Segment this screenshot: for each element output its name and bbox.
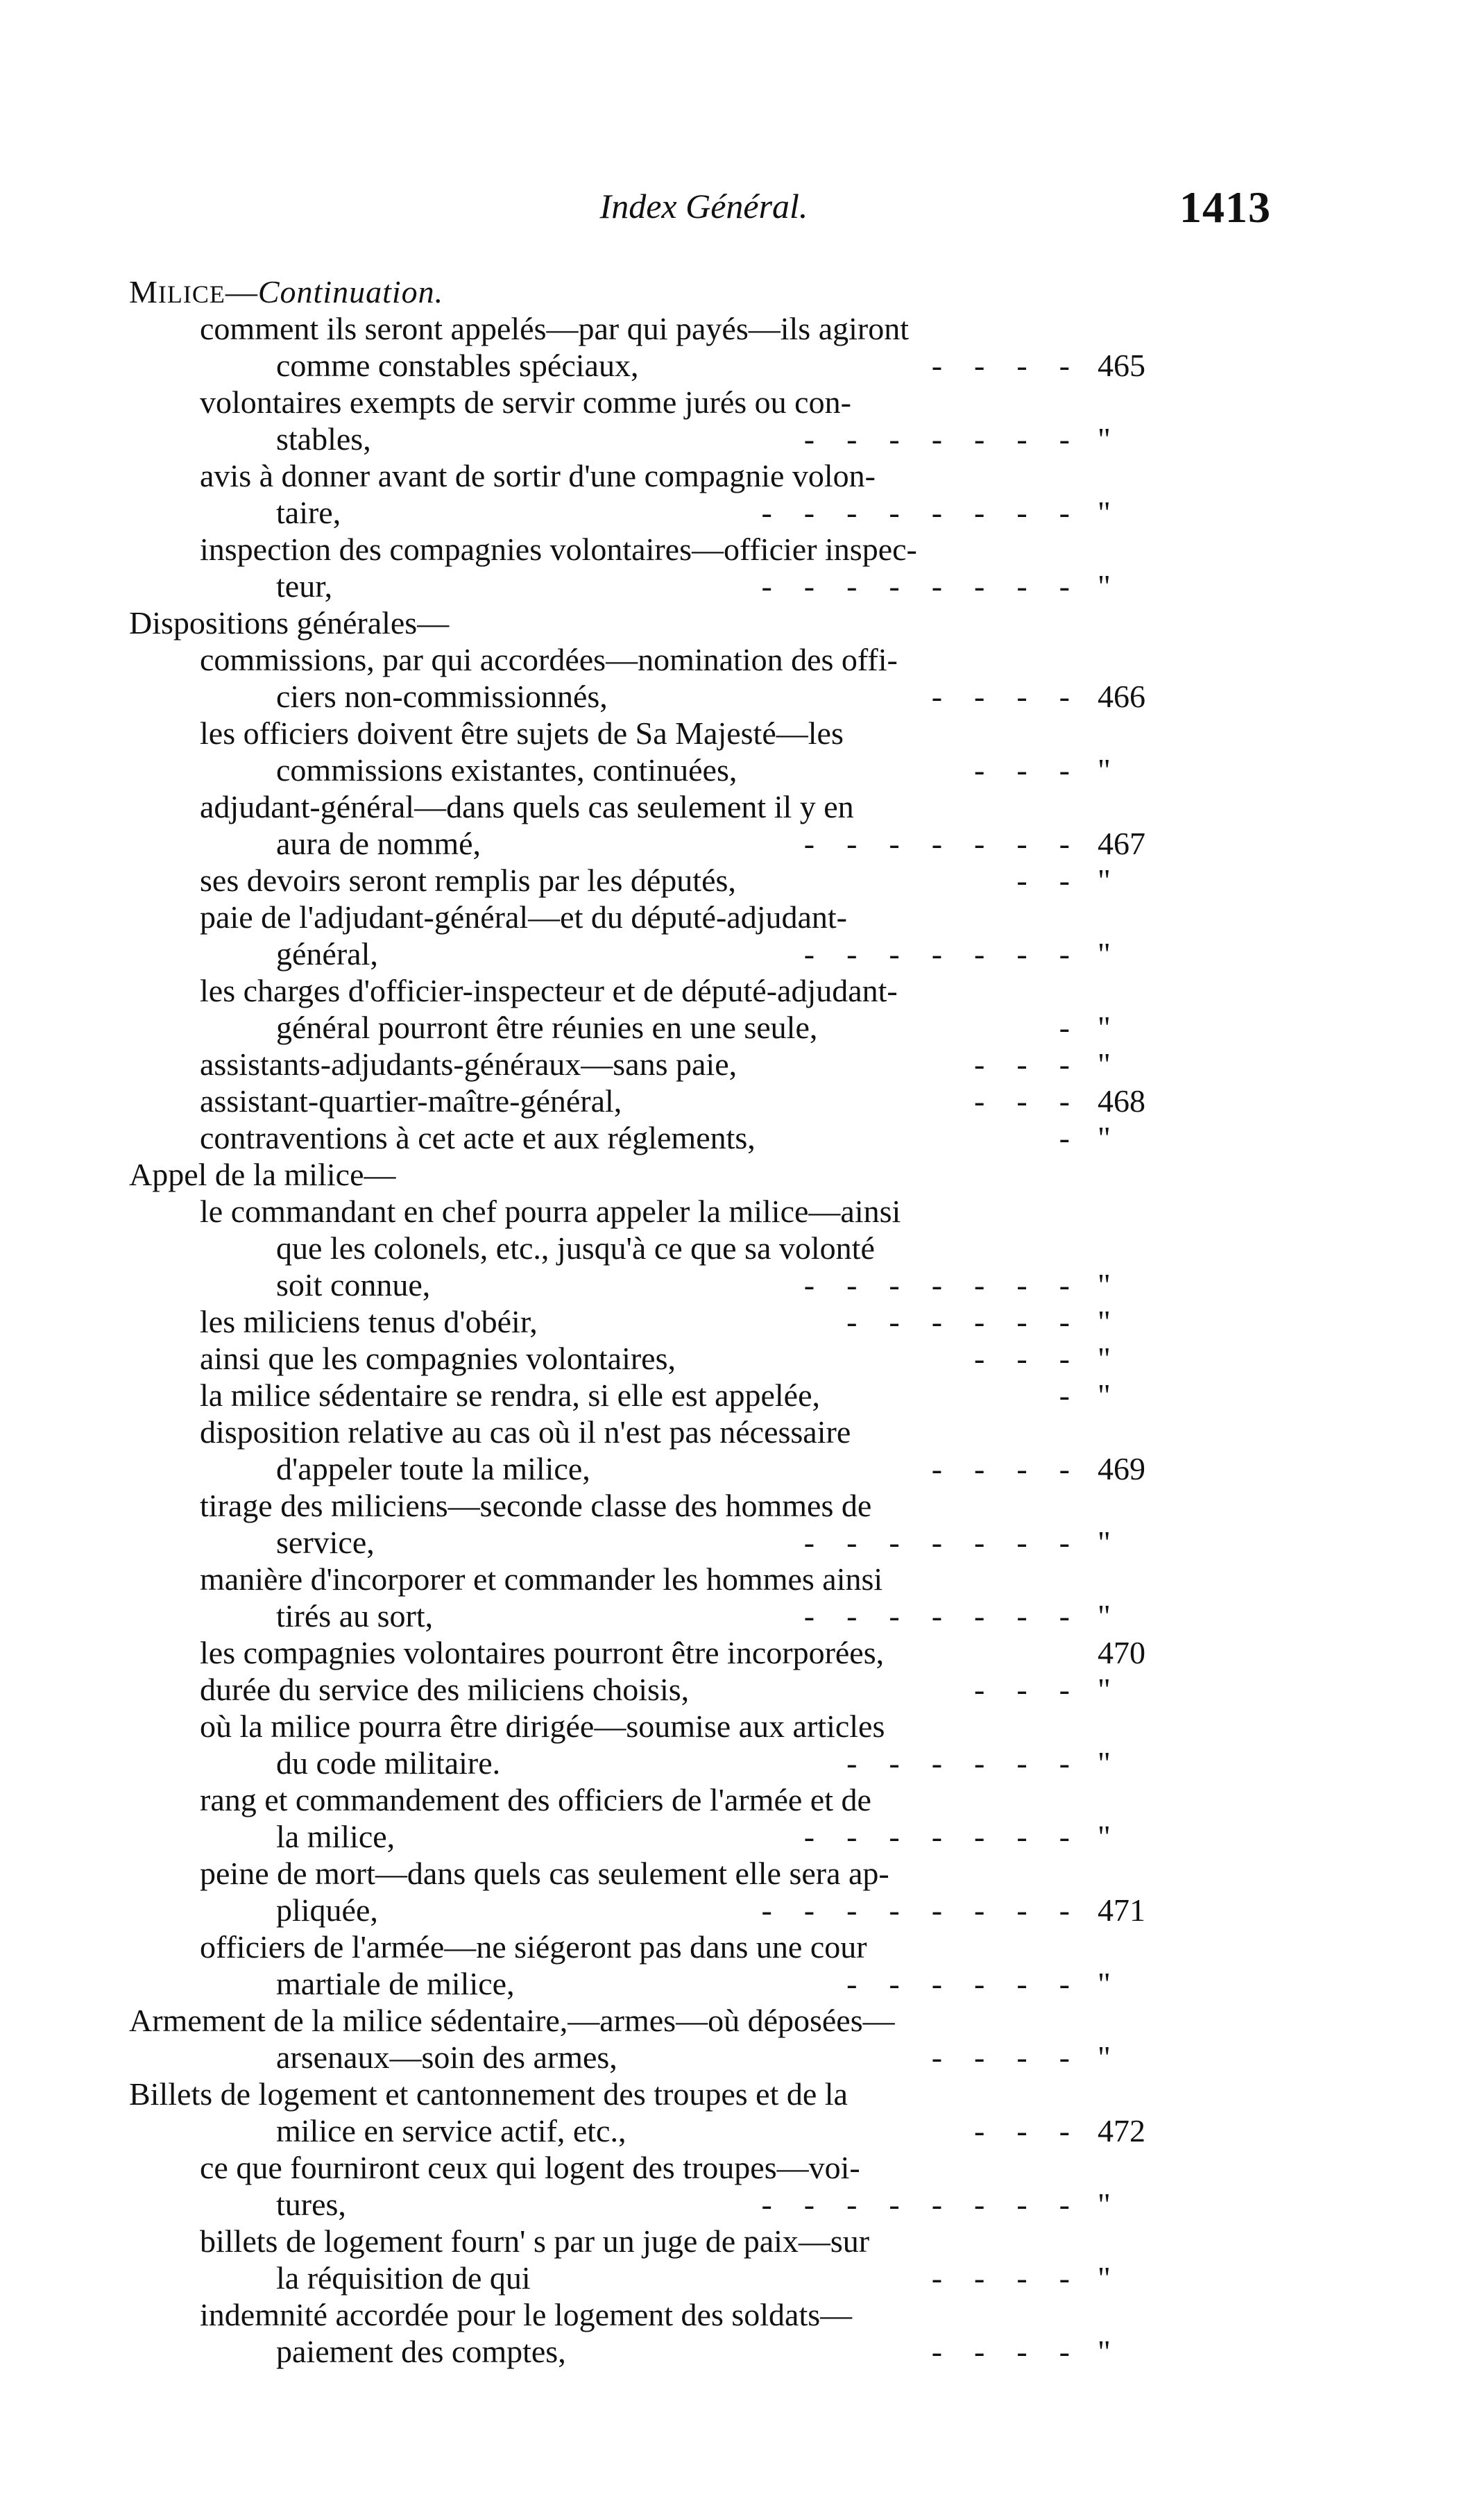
index-entry	[0, 1671, 1484, 1708]
entry-leader-dashes: - - - - - - - -	[761, 495, 1070, 530]
entry-leader-dashes: - - - - - - -	[803, 1598, 1070, 1634]
index-entry	[0, 1597, 1484, 1634]
entry-leader-dashes: - - -	[974, 752, 1070, 788]
entry-leader-dashes: -	[1059, 1120, 1070, 1155]
index-entry	[0, 2002, 1484, 2039]
entry-text: les officiers doivent être sujets de Sa Majesté—les	[200, 715, 844, 751]
index-entry	[0, 1965, 1484, 2002]
entry-text: manière d'incorporer et commander les hommes ainsi	[200, 1561, 883, 1597]
index-entry	[0, 1818, 1484, 1855]
index-entry	[0, 825, 1484, 862]
index-entry	[0, 1487, 1484, 1524]
entry-text: ses devoirs seront remplis par les députés,	[200, 863, 736, 898]
index-entry	[0, 715, 1484, 752]
entry-text: service,	[276, 1525, 375, 1560]
entry-text: peine de mort—dans quels cas seulement elle sera ap-	[200, 1856, 889, 1891]
index-entry	[0, 310, 1484, 347]
index-entry	[0, 1193, 1484, 1230]
index-entry	[0, 2112, 1484, 2149]
entry-text: commissions existantes, continuées,	[276, 752, 737, 788]
index-entry	[0, 421, 1484, 457]
index-entry	[0, 1634, 1484, 1671]
entry-text: que les colonels, etc., jusqu'à ce que sa volonté	[276, 1230, 875, 1266]
entry-leader-dashes: - - - -	[931, 2260, 1070, 2296]
index-entry	[0, 1377, 1484, 1414]
index-entry	[0, 935, 1484, 972]
index-entry	[0, 788, 1484, 825]
entry-text: comment ils seront appelés—par qui payés—ils agiront	[200, 311, 909, 346]
entry-page-ref: "	[1098, 1598, 1111, 1634]
entry-leader-dashes: - - - - - - -	[803, 1267, 1070, 1303]
entry-page-ref: "	[1098, 936, 1111, 972]
entry-text: aura de nommé,	[276, 826, 481, 861]
index-entry	[0, 604, 1484, 641]
entry-page-ref: "	[1098, 2334, 1111, 2369]
index-list	[0, 273, 1484, 2370]
entry-text: soit connue,	[276, 1267, 431, 1303]
index-entry	[0, 2149, 1484, 2186]
entry-text: tirés au sort,	[276, 1598, 434, 1634]
section-heading-dash: —	[225, 274, 258, 309]
index-entry	[0, 1046, 1484, 1083]
entry-text: paiement des comptes,	[276, 2334, 566, 2369]
entry-page-ref: "	[1098, 1304, 1111, 1339]
entry-text: Dispositions générales—	[129, 605, 450, 641]
index-entry	[0, 531, 1484, 568]
entry-leader-dashes: - - - - - - - -	[761, 1892, 1070, 1928]
entry-page-ref: "	[1098, 1046, 1111, 1082]
entry-text: comme constables spéciaux,	[276, 348, 639, 383]
entry-text: contraventions à cet acte et aux réglements,	[200, 1120, 756, 1155]
entry-leader-dashes: -	[1059, 1010, 1070, 1045]
entry-page-ref: "	[1098, 2187, 1111, 2222]
entry-leader-dashes: - - - - - -	[846, 1304, 1070, 1339]
entry-leader-dashes: - - -	[974, 1083, 1070, 1119]
entry-page-ref: "	[1098, 2260, 1111, 2296]
index-entry	[0, 494, 1484, 531]
entry-text: du code militaire.	[276, 1745, 501, 1781]
index-entry	[0, 972, 1484, 1009]
entry-leader-dashes: - - - - - - -	[803, 936, 1070, 972]
entry-text: tures,	[276, 2187, 346, 2222]
index-entry	[0, 2296, 1484, 2333]
entry-page-ref: "	[1098, 2040, 1111, 2075]
entry-text: tirage des miliciens—seconde classe des hommes de	[200, 1488, 872, 1523]
section-heading	[0, 273, 1484, 310]
index-entry	[0, 1928, 1484, 1965]
entry-leader-dashes: - - - -	[931, 348, 1070, 383]
index-entry	[0, 1708, 1484, 1745]
index-entry	[0, 2259, 1484, 2296]
entry-page-ref: 468	[1098, 1083, 1145, 1119]
entry-text: milice en service actif, etc.,	[276, 2113, 626, 2148]
entry-page-ref: "	[1098, 495, 1111, 530]
entry-text: disposition relative au cas où il n'est pas nécessaire	[200, 1414, 851, 1450]
entry-page-ref: 467	[1098, 826, 1145, 861]
entry-text: Armement de la milice sédentaire,—armes—où déposées—	[129, 2003, 895, 2038]
index-entry	[0, 384, 1484, 421]
index-entry	[0, 1009, 1484, 1046]
index-entry	[0, 1892, 1484, 1928]
index-entry	[0, 1119, 1484, 1156]
index-entry	[0, 1781, 1484, 1818]
entry-text: ciers non-commissionnés,	[276, 679, 608, 714]
index-entry	[0, 457, 1484, 494]
entry-text: général,	[276, 936, 378, 972]
entry-leader-dashes: - - - -	[931, 2040, 1070, 2075]
entry-leader-dashes: - - - - - - -	[803, 1525, 1070, 1560]
entry-page-ref: "	[1098, 568, 1111, 604]
section-heading-rest: ILICE	[157, 280, 225, 308]
entry-page-ref: "	[1098, 863, 1111, 898]
index-entry	[0, 1561, 1484, 1597]
entry-leader-dashes: - - -	[974, 1341, 1070, 1376]
entry-text: rang et commandement des officiers de l'armée et de	[200, 1782, 871, 1817]
entry-text: assistants-adjudants-généraux—sans paie,	[200, 1046, 737, 1082]
entry-leader-dashes: - - -	[974, 1046, 1070, 1082]
entry-page-ref: "	[1098, 1010, 1111, 1045]
entry-page-ref: "	[1098, 1120, 1111, 1155]
index-entry	[0, 678, 1484, 715]
index-entry	[0, 1230, 1484, 1266]
index-entry	[0, 2039, 1484, 2076]
entry-page-ref: 466	[1098, 679, 1145, 714]
entry-text: ce que fourniront ceux qui logent des troupes—voi-	[200, 2150, 860, 2185]
entry-text: les miliciens tenus d'obéir,	[200, 1304, 538, 1339]
entry-leader-dashes: - - - - - -	[846, 1745, 1070, 1781]
entry-text: durée du service des miliciens choisis,	[200, 1672, 690, 1707]
entry-text: la milice sédentaire se rendra, si elle est appelée,	[200, 1377, 821, 1413]
page-number: 1413	[1179, 183, 1271, 232]
entry-text: d'appeler toute la milice,	[276, 1451, 590, 1486]
entry-text: officiers de l'armée—ne siégeront pas dans une cour	[200, 1929, 867, 1965]
entry-text: indemnité accordée pour le logement des soldats—	[200, 2297, 853, 2332]
entry-text: adjudant-général—dans quels cas seulement il y en	[200, 789, 854, 824]
entry-page-ref: "	[1098, 752, 1111, 788]
entry-text: billets de logement fourn' s par un juge de paix—sur	[200, 2223, 870, 2259]
entry-page-ref: "	[1098, 1672, 1111, 1707]
index-entry	[0, 347, 1484, 384]
entry-page-ref: "	[1098, 1745, 1111, 1781]
index-entry	[0, 1450, 1484, 1487]
index-entry	[0, 1156, 1484, 1193]
index-entry	[0, 899, 1484, 935]
index-entries	[0, 310, 1484, 2370]
index-entry	[0, 1303, 1484, 1340]
running-title: Index Général.	[599, 187, 808, 226]
entry-text: Appel de la milice—	[129, 1157, 396, 1192]
entry-page-ref: 469	[1098, 1451, 1145, 1486]
entry-page-ref: "	[1098, 1267, 1111, 1303]
entry-leader-dashes: - - - - - - -	[803, 421, 1070, 457]
entry-text: les compagnies volontaires pourront être incorporées,	[200, 1635, 885, 1670]
index-entry	[0, 2076, 1484, 2112]
entry-text: le commandant en chef pourra appeler la milice—ainsi	[200, 1194, 901, 1229]
entry-leader-dashes: - - -	[974, 1672, 1070, 1707]
index-entry	[0, 641, 1484, 678]
entry-text: la réquisition de qui	[276, 2260, 531, 2296]
index-entry	[0, 568, 1484, 604]
index-entry	[0, 752, 1484, 788]
entry-page-ref: 471	[1098, 1892, 1145, 1928]
index-entry	[0, 862, 1484, 899]
index-entry	[0, 1855, 1484, 1892]
entry-text: pliquée,	[276, 1892, 378, 1928]
entry-text: les charges d'officier-inspecteur et de député-adjudant-	[200, 973, 898, 1008]
index-entry	[0, 1414, 1484, 1450]
entry-text: taire,	[276, 495, 341, 530]
index-entry	[0, 1340, 1484, 1377]
entry-leader-dashes: - - - -	[931, 679, 1070, 714]
entry-text: commissions, par qui accordées—nomination des offi-	[200, 642, 898, 677]
index-entry	[0, 1524, 1484, 1561]
entry-page-ref: 472	[1098, 2113, 1145, 2148]
entry-text: martiale de milice,	[276, 1966, 515, 2001]
entry-page-ref: 465	[1098, 348, 1145, 383]
entry-page-ref: "	[1098, 1966, 1111, 2001]
entry-text: général pourront être réunies en une seule,	[276, 1010, 818, 1045]
entry-leader-dashes: - - - - - - -	[803, 826, 1070, 861]
entry-leader-dashes: - - - - - - - -	[761, 568, 1070, 604]
entry-leader-dashes: - - - - - - -	[803, 1819, 1070, 1854]
entry-text: volontaires exempts de servir comme jurés ou con-	[200, 384, 851, 420]
entry-page-ref: "	[1098, 1819, 1111, 1854]
entry-text: Billets de logement et cantonnement des troupes et de la	[129, 2076, 848, 2112]
entry-leader-dashes: - - - -	[931, 1451, 1070, 1486]
index-entry	[0, 1745, 1484, 1781]
entry-text: stables,	[276, 421, 371, 457]
index-entry	[0, 2223, 1484, 2259]
entry-text: où la milice pourra être dirigée—soumise aux articles	[200, 1708, 885, 1744]
index-entry	[0, 2186, 1484, 2223]
entry-text: inspection des compagnies volontaires—officier inspec-	[200, 532, 917, 567]
entry-leader-dashes: - - -	[974, 2113, 1070, 2148]
entry-leader-dashes: - - - - - - - -	[761, 2187, 1070, 2222]
entry-page-ref: "	[1098, 421, 1111, 457]
entry-text: paie de l'adjudant-général—et du député-adjudant-	[200, 899, 848, 935]
continuation-label: Continuation.	[257, 274, 444, 309]
entry-text: arsenaux—soin des armes,	[276, 2040, 617, 2075]
section-heading-initial: M	[129, 274, 158, 309]
entry-page-ref: 470	[1098, 1635, 1145, 1670]
entry-page-ref: "	[1098, 1525, 1111, 1560]
entry-text: ainsi que les compagnies volontaires,	[200, 1341, 676, 1376]
index-entry	[0, 1083, 1484, 1119]
entry-leader-dashes: -	[1059, 1377, 1070, 1413]
entry-page-ref: "	[1098, 1341, 1111, 1376]
index-entry	[0, 1266, 1484, 1303]
entry-page-ref: "	[1098, 1377, 1111, 1413]
entry-text: avis à donner avant de sortir d'une compagnie volon-	[200, 458, 876, 493]
entry-text: assistant-quartier-maître-général,	[200, 1083, 622, 1119]
entry-leader-dashes: - - - - - -	[846, 1966, 1070, 2001]
entry-leader-dashes: - -	[1016, 863, 1070, 898]
index-entry	[0, 2333, 1484, 2370]
entry-text: teur,	[276, 568, 333, 604]
entry-text: la milice,	[276, 1819, 395, 1854]
entry-leader-dashes: - - - -	[931, 2334, 1070, 2369]
